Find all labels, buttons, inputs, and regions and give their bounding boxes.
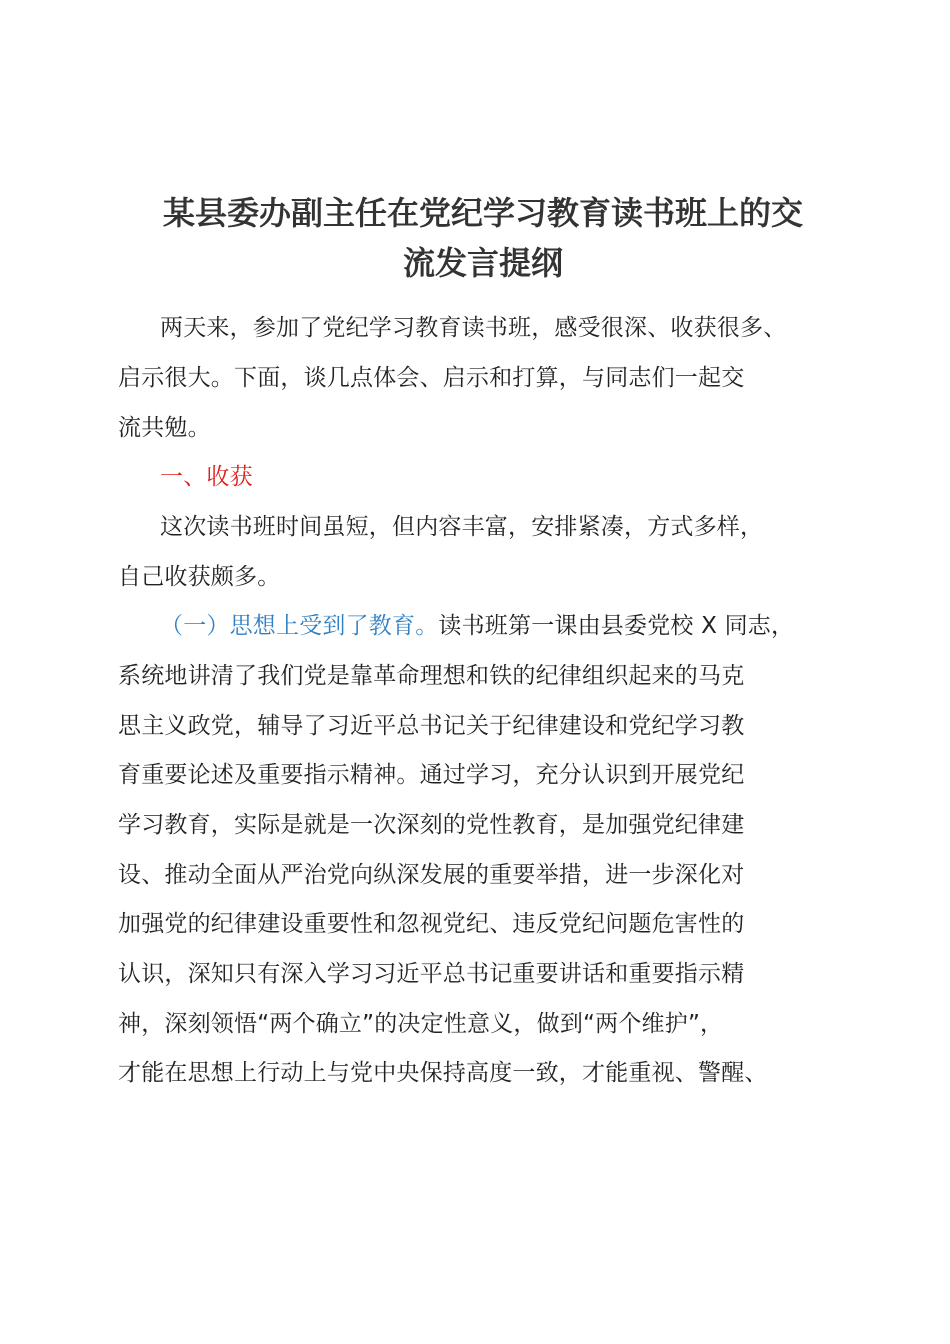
subheading-ideological-education: （一）思想上受到了教育。 xyxy=(160,613,439,639)
paragraph-3-line-3: 思主义政党，辅导了习近平总书记关于纪律建设和党纪学习教 xyxy=(118,713,745,739)
paragraph-1-line-3: 流共勉。 xyxy=(118,415,211,441)
paragraph-3-line-9: 神，深刻领悟“两个确立”的决定性意义，做到“两个维护”， xyxy=(118,1011,724,1037)
paragraph-3-line-7: 加强党的纪律建设重要性和忽视党纪、违反党纪问题危害性的 xyxy=(118,911,745,937)
document-title xyxy=(118,188,848,288)
document-page xyxy=(118,0,848,1344)
paragraph-2-line-2: 自己收获颇多。 xyxy=(118,564,281,590)
section-heading-harvest: 一、收获 xyxy=(160,464,253,490)
paragraph-3-line-4: 育重要论述及重要指示精神。通过学习，充分认识到开展党纪 xyxy=(118,762,745,788)
paragraph-3-line-5: 学习教育，实际是就是一次深刻的党性教育，是加强党纪律建 xyxy=(118,812,745,838)
paragraph-3-line-8: 认识，深知只有深入学习习近平总书记重要讲话和重要指示精 xyxy=(118,961,745,987)
paragraph-2-line-1: 这次读书班时间虽短，但内容丰富，安排紧凑，方式多样， xyxy=(160,514,764,540)
title-line-2: 流发言提纲 xyxy=(402,244,563,282)
paragraph-3-line-1-text: 读书班第一课由县委党校 X 同志， xyxy=(438,613,795,639)
paragraph-3-line-6: 设、推动全面从严治党向纵深发展的重要举措，进一步深化对 xyxy=(118,862,745,888)
title-line-1: 某县委办副主任在党纪学习教育读书班上的交 xyxy=(162,194,803,232)
paragraph-3-line-2: 系统地讲清了我们党是靠革命理想和铁的纪律组织起来的马克 xyxy=(118,663,745,689)
paragraph-3-line-10: 才能在思想上行动上与党中央保持高度一致，才能重视、警醒、 xyxy=(118,1060,768,1086)
paragraph-3-line-1 xyxy=(160,611,794,641)
paragraph-1-line-2: 启示很大。下面，谈几点体会、启示和打算，与同志们一起交 xyxy=(118,365,745,391)
paragraph-1-line-1: 两天来，参加了党纪学习教育读书班，感受很深、收获很多、 xyxy=(160,315,787,341)
